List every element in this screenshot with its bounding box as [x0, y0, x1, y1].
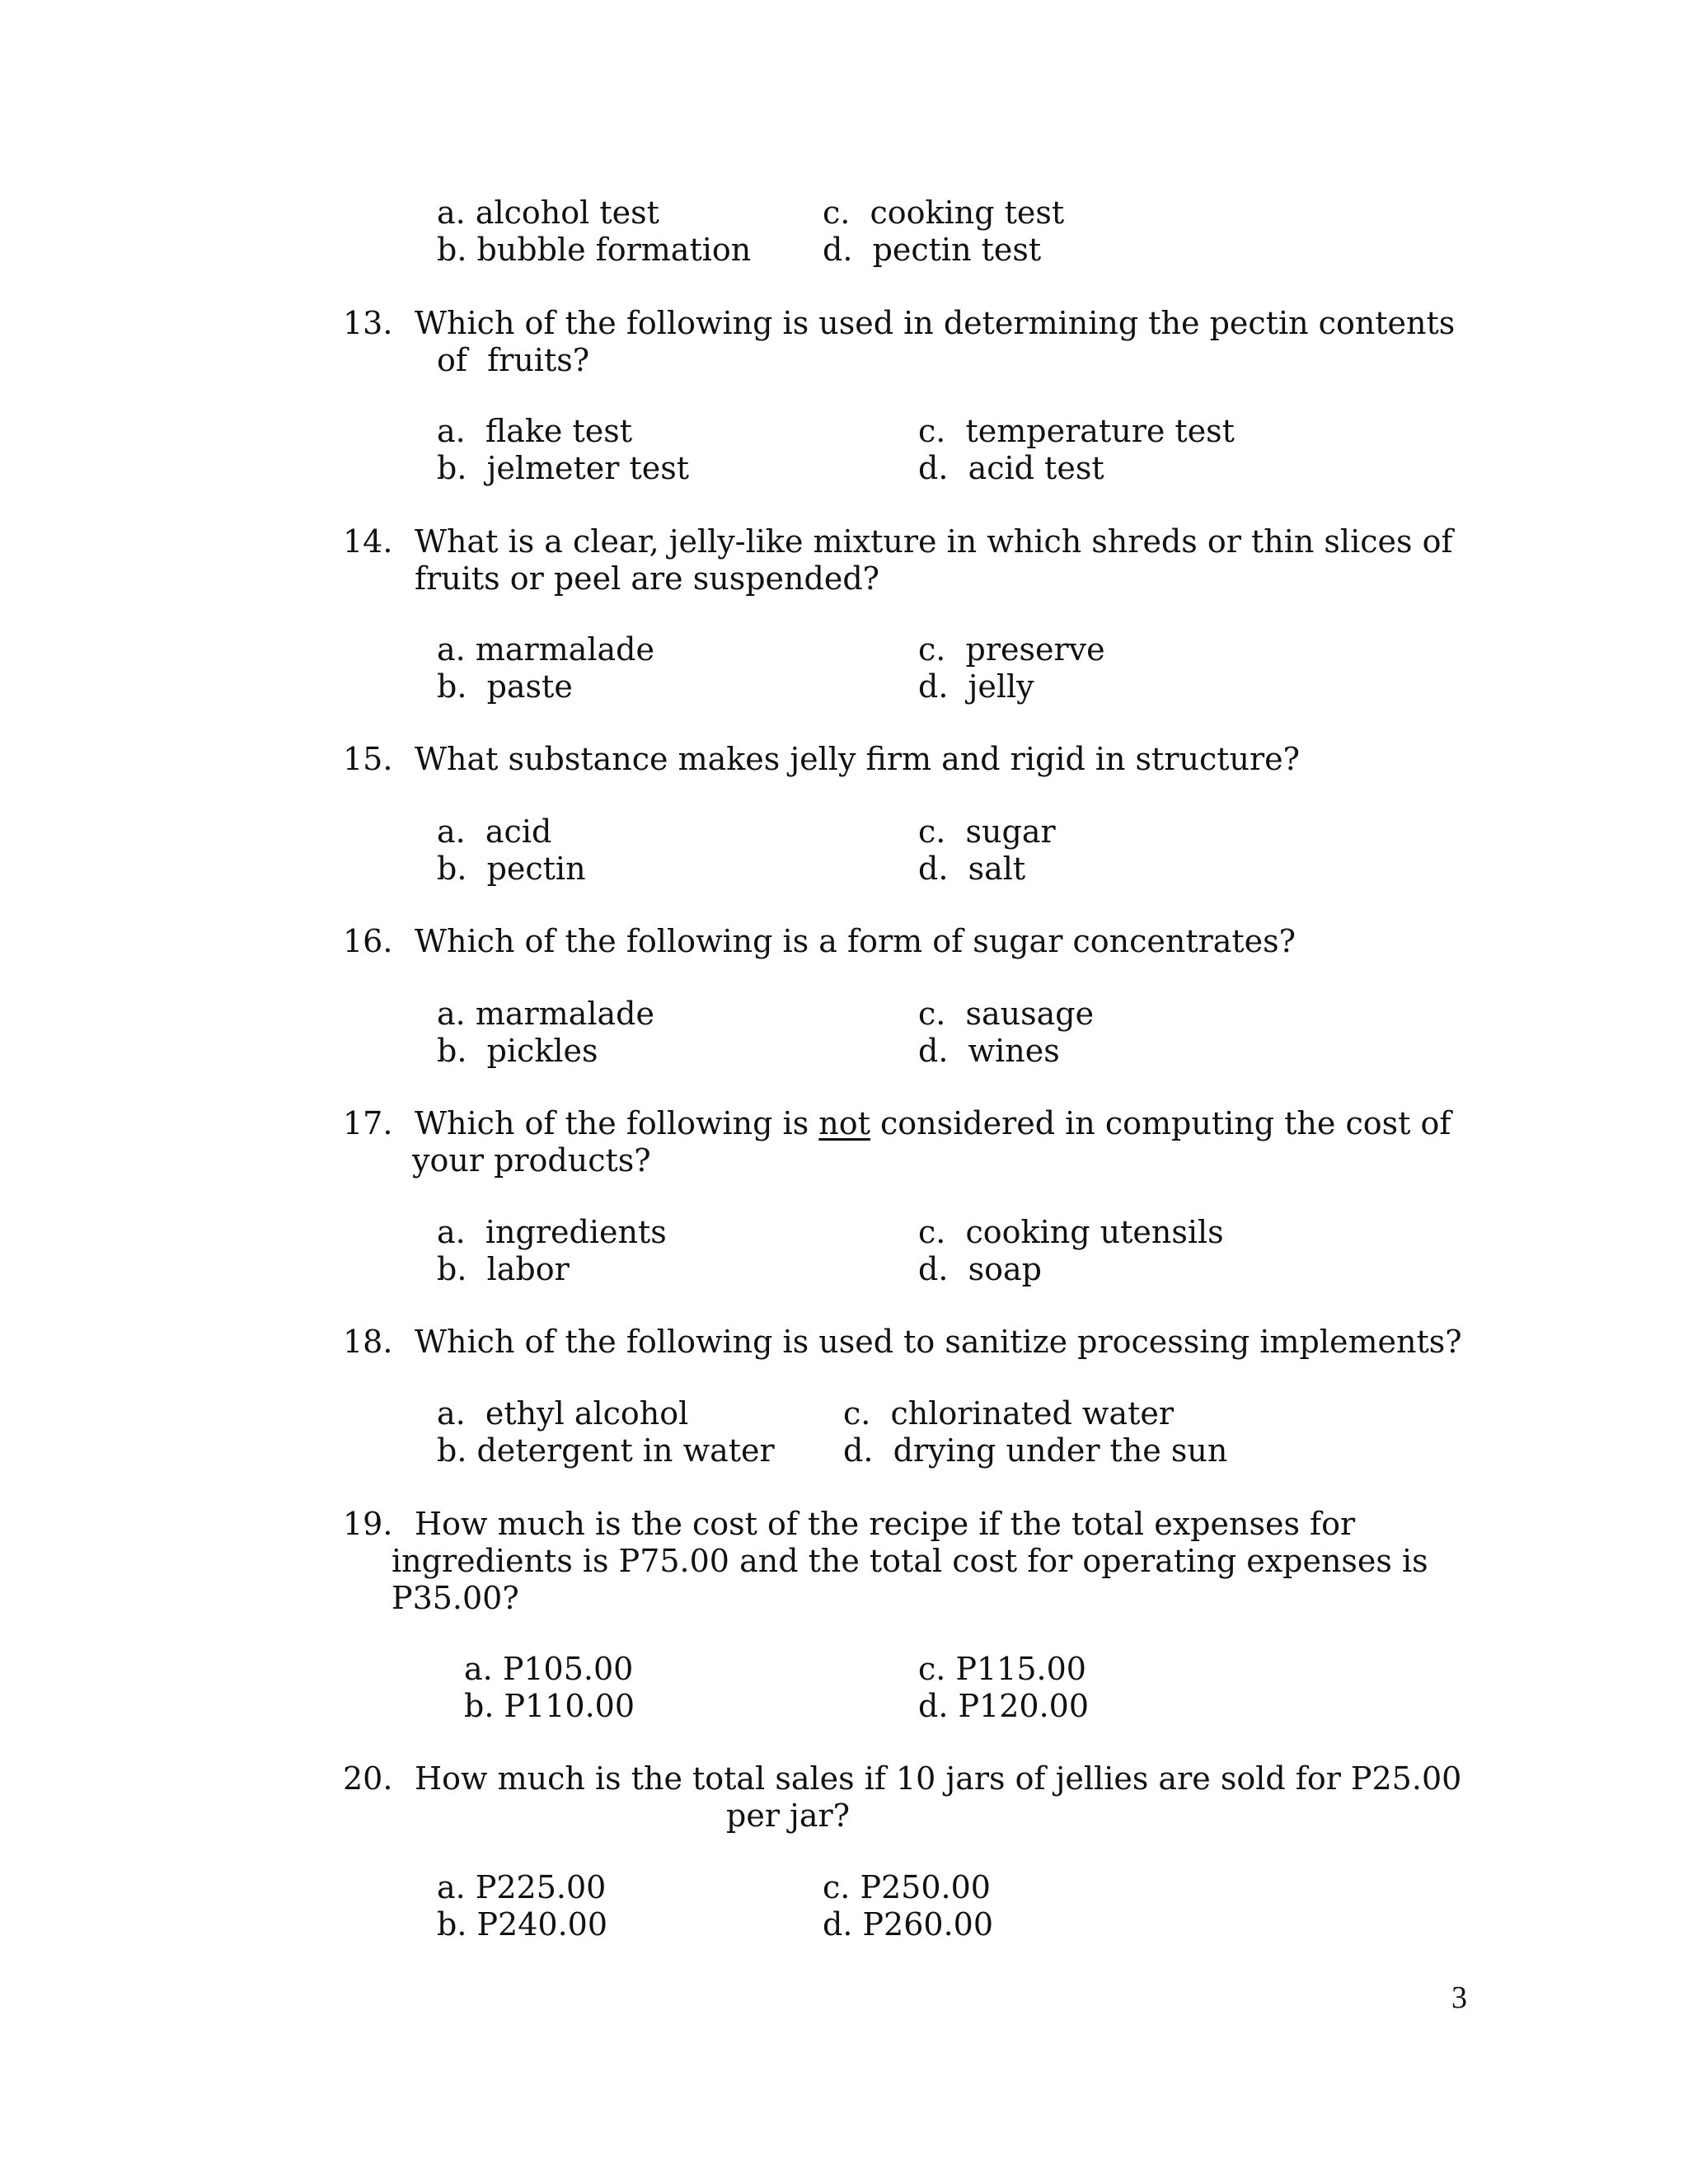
question-text-line: Which of the following is used to sanitize processing implements? [415, 1324, 1462, 1360]
option-a: a. marmalade [437, 996, 654, 1032]
option-b: b. paste [437, 668, 573, 705]
question-number: 18. [343, 1324, 393, 1360]
question-number: 15. [343, 741, 393, 777]
question-text-line: What substance makes jelly firm and rigid in structure? [415, 741, 1301, 777]
option-d: d. acid test [918, 450, 1104, 486]
option-b: b. pectin [437, 851, 586, 887]
option-d: d. P260.00 [823, 1906, 994, 1943]
option-c: c. P115.00 [918, 1651, 1086, 1687]
option-c: c. cooking test [823, 194, 1065, 231]
question-text-line: P35.00? [392, 1580, 519, 1616]
option-b: b. labor [437, 1251, 570, 1287]
page-number: 3 [1451, 1980, 1467, 2015]
option-c: c. P250.00 [823, 1869, 991, 1905]
option-a: a. marmalade [437, 631, 654, 668]
question-text-line: per jar? [726, 1797, 851, 1834]
emphasized-word: not [818, 1105, 870, 1141]
option-b: b. jelmeter test [437, 450, 690, 486]
option-d: d. drying under the sun [843, 1432, 1228, 1469]
option-d: d. soap [918, 1251, 1042, 1287]
option-c: c. sausage [918, 996, 1095, 1032]
option-d: d. jelly [918, 668, 1034, 705]
option-a: a. ingredients [437, 1214, 667, 1250]
question-number: 14. [343, 523, 393, 560]
option-c: c. temperature test [918, 413, 1235, 449]
option-c: c. sugar [918, 813, 1056, 850]
option-b: b. detergent in water [437, 1432, 775, 1469]
question-number: 13. [343, 305, 393, 341]
option-a: a. flake test [437, 413, 633, 449]
question-number: 16. [343, 923, 393, 959]
option-c: c. cooking utensils [918, 1214, 1224, 1250]
question-text: Which of the following is [415, 1105, 819, 1141]
question-text: considered in computing the cost of [870, 1105, 1451, 1141]
question-text-line: Which of the following is used in determining the pectin contents [415, 305, 1456, 341]
option-d: d. P120.00 [918, 1688, 1090, 1724]
option-b: b. P110.00 [464, 1688, 635, 1724]
option-a: a. acid [437, 813, 552, 850]
option-a: a. ethyl alcohol [437, 1395, 689, 1432]
option-a: a. alcohol test [437, 194, 659, 231]
option-a: a. P105.00 [464, 1651, 634, 1687]
question-number: 20. [343, 1760, 393, 1797]
option-c: c. preserve [918, 631, 1105, 668]
question-text-line: fruits or peel are suspended? [415, 560, 880, 597]
question-text-line: Which of the following is a form of sugar concentrates? [415, 923, 1296, 959]
option-b: b. bubble formation [437, 232, 752, 268]
question-text-line: What is a clear, jelly-like mixture in which shreds or thin slices of [415, 523, 1453, 560]
option-d: d. salt [918, 851, 1026, 887]
question-number: 17. [343, 1105, 393, 1141]
question-text-line [415, 1105, 1451, 1141]
question-text-line: ingredients is P75.00 and the total cost for operating expenses is [392, 1543, 1428, 1579]
option-b: b. pickles [437, 1033, 598, 1069]
option-b: b. P240.00 [437, 1906, 608, 1943]
question-text-line: How much is the total sales if 10 jars of jellies are sold for P25.00 [415, 1760, 1462, 1797]
question-number: 19. [343, 1506, 393, 1542]
question-text-line: your products? [412, 1142, 651, 1179]
option-d: d. pectin test [823, 232, 1042, 268]
question-text-line: How much is the cost of the recipe if the total expenses for [415, 1506, 1356, 1542]
option-d: d. wines [918, 1033, 1060, 1069]
option-c: c. chlorinated water [843, 1395, 1175, 1432]
option-a: a. P225.00 [437, 1869, 607, 1905]
question-text-line: of fruits? [437, 342, 590, 378]
